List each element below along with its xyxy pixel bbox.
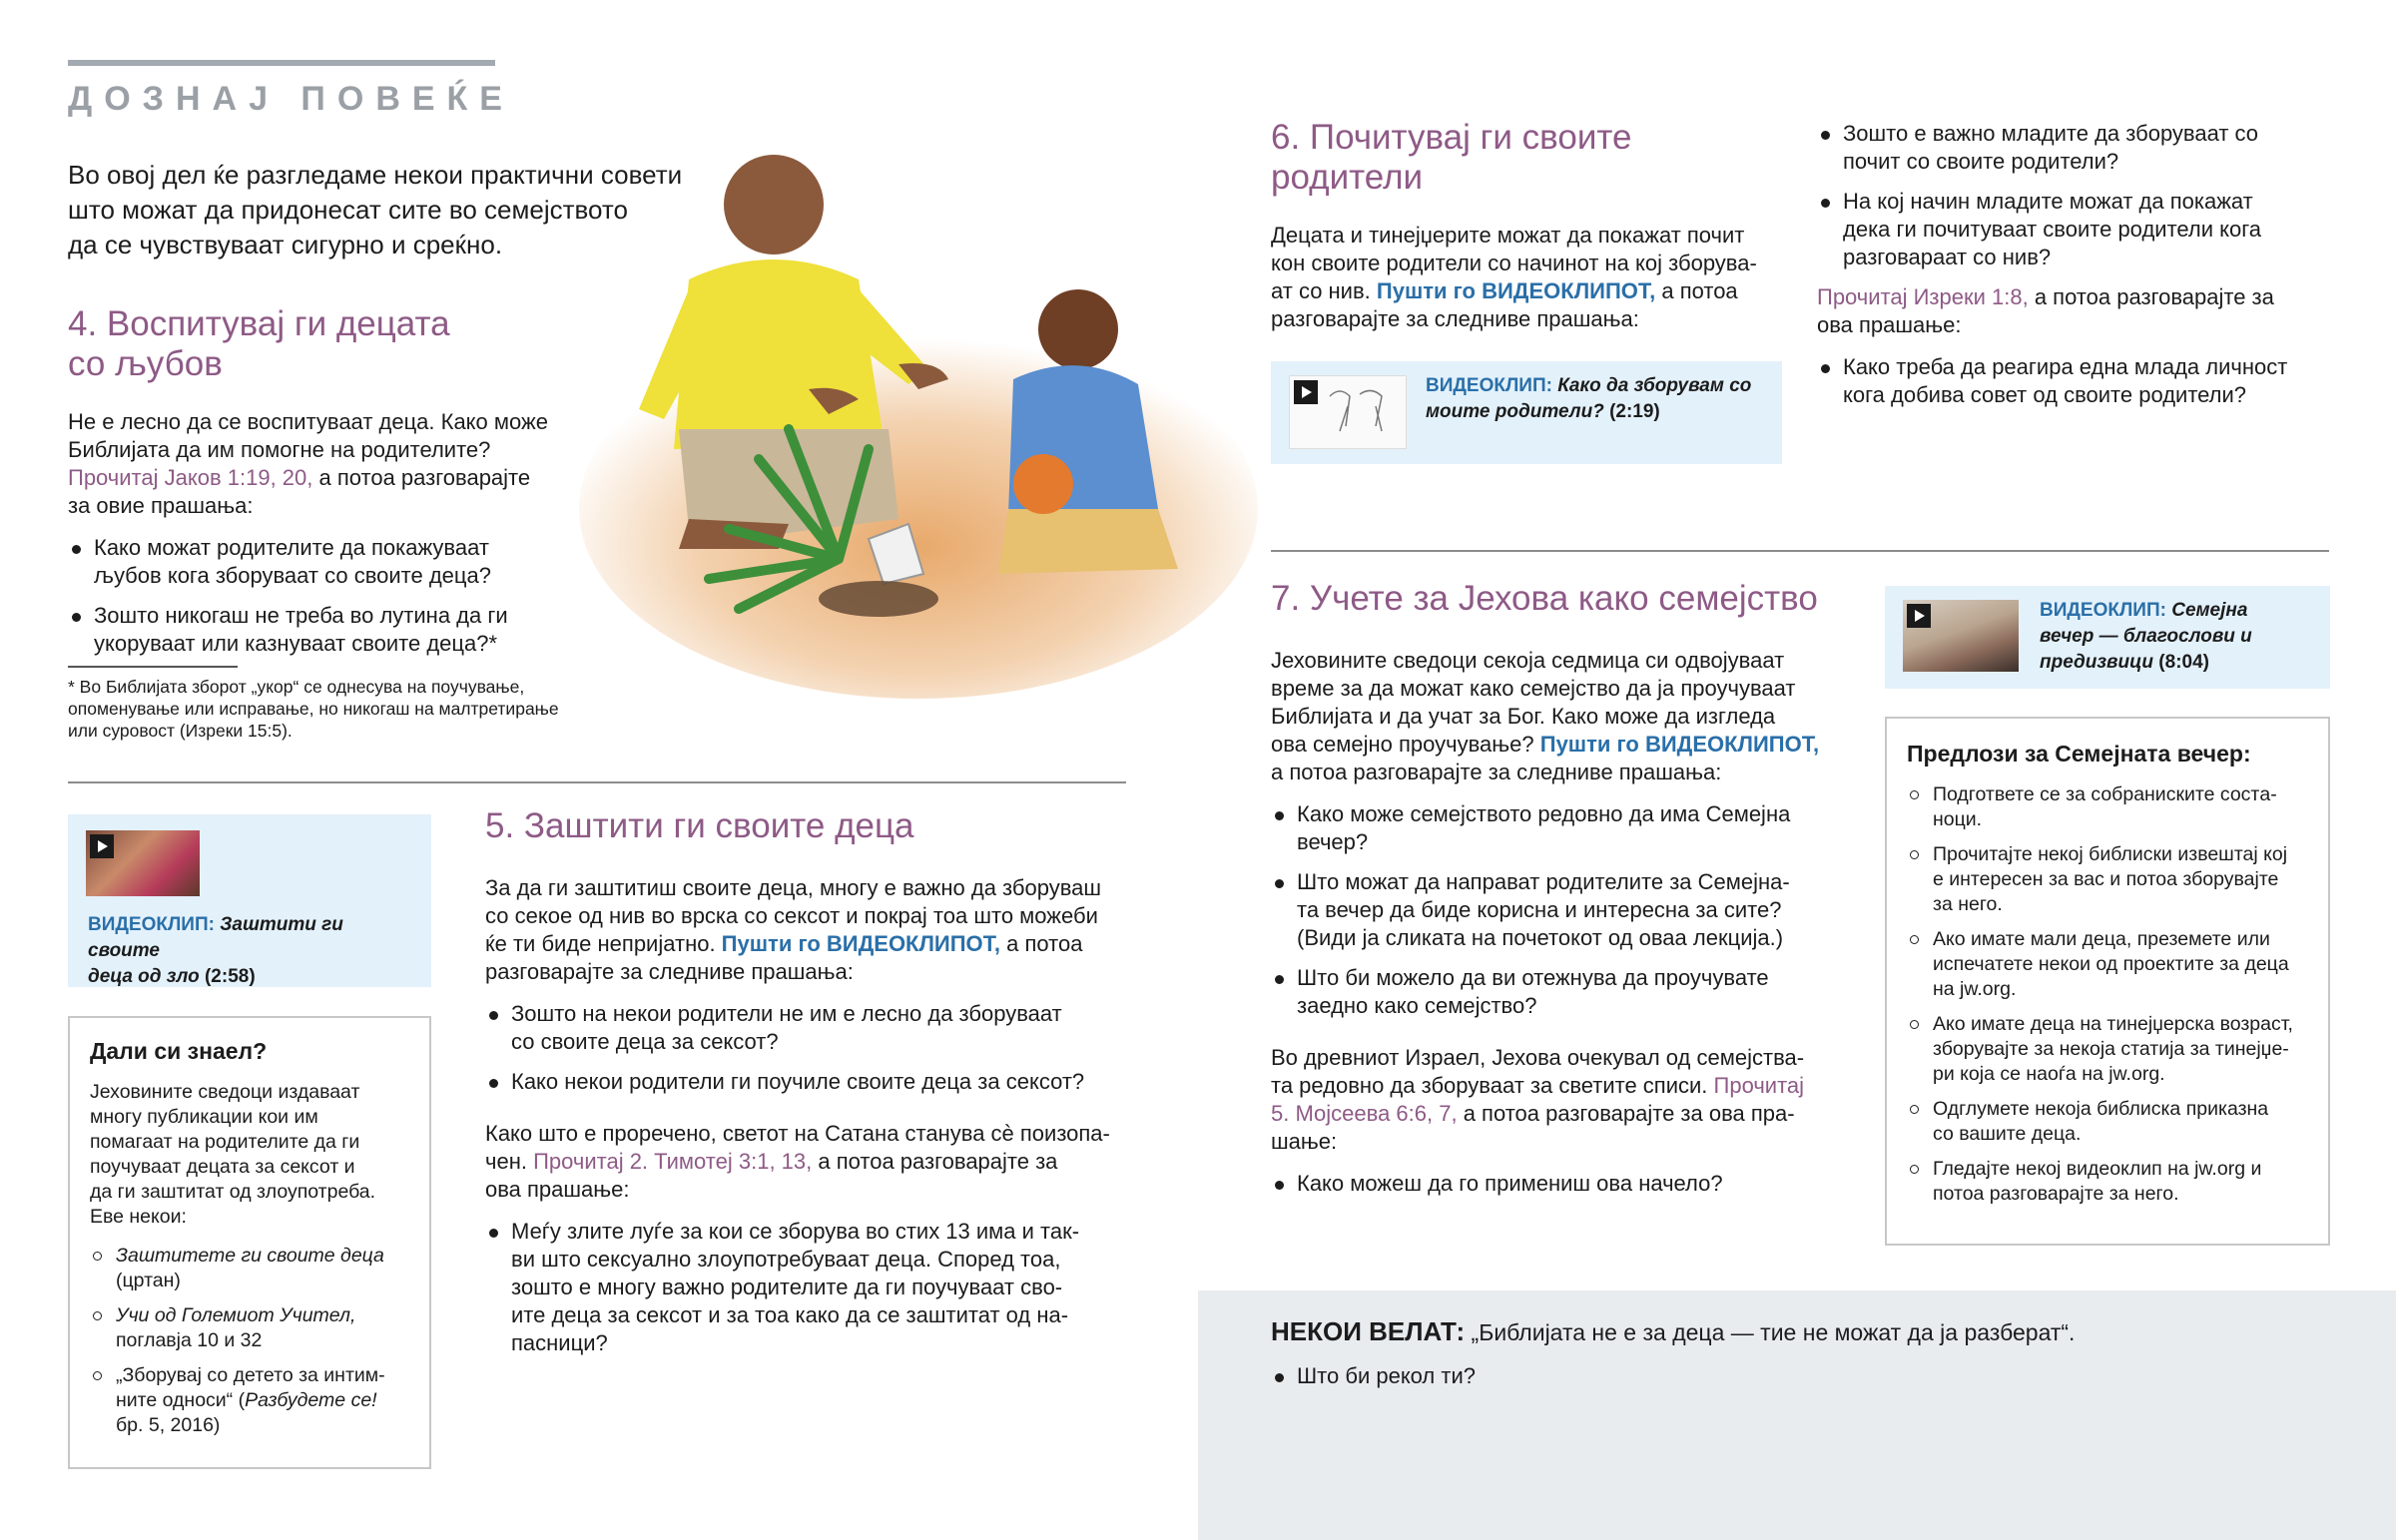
video-thumbnail[interactable] bbox=[86, 830, 200, 896]
video-label: ВИДЕОКЛИП: Семејна вечер — благослови и предизвици (8:04) bbox=[2040, 600, 2252, 673]
play-icon[interactable] bbox=[1907, 604, 1931, 628]
section7-questions bbox=[1271, 800, 1850, 1020]
scripture-link[interactable]: Прочитај Изреки 1:8, bbox=[1817, 284, 2029, 309]
question-item: На кој начин младите можат да покажат дека ги почитуваат своите родители кога разговараат со нив? bbox=[1817, 188, 2336, 271]
section6-title: 6. Почитувај ги своите родители bbox=[1271, 118, 1632, 197]
section7-paragraph: Јеховините сведоци секоја седмица си одвојуваат време за да можат како семејство да ја проучуваат Библијата и да учат за Бог. Како може да изгледа ова семејно проучување? Пушти го ВИДЕОКЛИПОТ, а потоа разговарајте за следниве прашања: bbox=[1271, 648, 1820, 784]
section5-question2 bbox=[485, 1218, 1134, 1357]
section7 bbox=[1271, 579, 1850, 1210]
suggestion-item: Ако имате мали деца, преземете или испечатете некои од проектите за деца на jw.org. bbox=[1907, 927, 2308, 1002]
section7-question-last bbox=[1271, 1170, 1850, 1198]
intro-line: што можат да придонесат сите во семејството bbox=[68, 195, 628, 225]
question-item: Што би рекол ти? bbox=[1271, 1362, 2169, 1390]
video-card-protect-children[interactable] bbox=[68, 814, 431, 987]
publication-list bbox=[90, 1244, 409, 1438]
section6-paragraph: Децата и тинејџерите можат да покажат почит кон своите родители со начинот на кој зборува- ат со нив. Пушти го ВИДЕОКЛИПОТ, а потоа разговарајте за следниве прашања: bbox=[1271, 223, 1757, 331]
section4-questions bbox=[68, 534, 627, 658]
question-item: Зошто на некои родители не им е лесно да зборуваат со своите деца за сексот? bbox=[485, 1000, 1134, 1056]
publication-item[interactable]: Заштитете ги своите деца (цртан) bbox=[90, 1244, 409, 1293]
question-item: Зошто е важно младите да зборуваат со почит со своите родители? bbox=[1817, 120, 2336, 176]
suggestions-title: Предлози за Семејната вечер: bbox=[1907, 741, 2251, 767]
question-item: Зошто никогаш не треба во лутина да ги укоруваат или казнуваат своите деца?* bbox=[68, 602, 627, 658]
play-icon[interactable] bbox=[90, 834, 114, 858]
question-item: Што би можело да ви отежнува да проучувате заедно како семејство? bbox=[1271, 964, 1850, 1020]
video-card-talk-to-parents[interactable] bbox=[1271, 361, 1782, 464]
suggestion-item: Одглумете некоја библиска приказна со вашите деца. bbox=[1907, 1097, 2308, 1147]
footnote: * Во Библијата зборот „укор“ се однесува на поучување, опоменување или исправање, но никогаш на малтретирање или суровост (Изреки 15:5). bbox=[68, 677, 559, 741]
video-card-family-worship[interactable] bbox=[1885, 586, 2330, 689]
section4 bbox=[68, 304, 627, 670]
suggestion-item: Гледајте некој видеоклип на jw.org и потоа разговарајте за него. bbox=[1907, 1157, 2308, 1207]
section4-paragraph bbox=[68, 408, 627, 520]
section5 bbox=[485, 806, 1134, 1369]
publication-item[interactable]: Учи од Големиот Учител, поглавја 10 и 32 bbox=[90, 1303, 409, 1353]
sketch-icon bbox=[1290, 376, 1406, 448]
did-you-know-title: Дали си знаел? bbox=[90, 1038, 268, 1064]
scripture-link[interactable]: Прочитај bbox=[1713, 1073, 1805, 1098]
header-bar bbox=[68, 60, 495, 66]
video-label: ВИДЕОКЛИП: Заштити ги своите деца од зло (2:58) bbox=[88, 914, 343, 987]
play-video-link[interactable]: Пушти го ВИДЕОКЛИПОТ, bbox=[721, 931, 1001, 956]
section6-right bbox=[1817, 120, 2336, 421]
section4-title bbox=[68, 304, 627, 384]
section5-paragraph2: Како што е проречено, светот на Сатана станува сè поизопа- чен. Прочитај 2. Тимотеј 3:1, 13, а потоа разговарајте за ова прашање: bbox=[485, 1121, 1110, 1202]
suggestion-item: Прочитајте некој библиски извештај кој е интересен за вас и потоа зборувајте за него. bbox=[1907, 842, 2308, 917]
divider-right bbox=[1271, 550, 2329, 552]
section6-paragraph2: Прочитај Изреки 1:8, а потоа разговарајте за ова прашање: bbox=[1817, 284, 2274, 337]
text-line: Не е лесно да се воспитуваат деца. Како може bbox=[68, 409, 548, 434]
text-line: за овие прашања: bbox=[68, 493, 254, 518]
some-say-question bbox=[1271, 1362, 2169, 1402]
some-say-panel bbox=[1198, 1290, 2396, 1540]
video-thumbnail[interactable] bbox=[1289, 375, 1407, 449]
publication-item[interactable]: „Зборувај со детето за интим- ните односи“ (Разбудете се! бр. 5, 2016) bbox=[90, 1363, 409, 1438]
play-video-link[interactable]: Пушти го ВИДЕОКЛИПОТ, bbox=[1376, 278, 1656, 303]
scripture-link[interactable]: Прочитај 2. Тимотеј 3:1, 13, bbox=[533, 1149, 813, 1174]
scripture-link[interactable]: 5. Мојсеева 6:6, 7, bbox=[1271, 1101, 1458, 1126]
video-thumbnail[interactable] bbox=[1903, 600, 2019, 672]
did-you-know-text: Јеховините сведоци издаваат многу публикации кои им помагаат на родителите да ги поучуваат децата за сексот и да ги заштитат од злоупотреба. Еве некои: bbox=[90, 1081, 376, 1228]
question-item: Што можат да направат родителите за Семејна- та вечер да биде корисна и интересна за сите? (Види ја сликата на почетокот од оваа лекција.) bbox=[1271, 868, 1850, 952]
section5-questions bbox=[485, 1000, 1134, 1096]
father-son-illustration bbox=[539, 130, 1258, 709]
suggestion-item: Подгответе се за собраниските состa- ноци. bbox=[1907, 782, 2308, 832]
question-item: Како можат родителите да покажуваат љубов кога зборуваат со своите деца? bbox=[68, 534, 627, 590]
intro-line: Во овој дел ќе разгледаме некои практични совети bbox=[68, 160, 683, 190]
section7-title: 7. Учете за Јехова како семејство bbox=[1271, 579, 1818, 618]
section4-title-line: 4. Воспитувај ги децата bbox=[68, 304, 450, 343]
did-you-know-box bbox=[68, 1016, 431, 1469]
section6 bbox=[1271, 118, 1790, 333]
scripture-link[interactable]: Прочитај Јаков 1:19, 20, bbox=[68, 465, 313, 490]
question-item: Како некои родители ги поучиле своите деца за сексот? bbox=[485, 1068, 1134, 1096]
intro-line: да се чувствуваат сигурно и среќно. bbox=[68, 230, 503, 259]
family-worship-suggestions-box bbox=[1885, 717, 2330, 1246]
suggestions-list bbox=[1907, 782, 2308, 1207]
section7-paragraph2: Во древниот Израел, Јехова очекувал од семејства- та редовно да зборуваат за светите списи. Прочитај 5. Мојсеева 6:6, 7, а потоа разговарајте за ова пра- шање: bbox=[1271, 1045, 1805, 1154]
video-label: ВИДЕОКЛИП: Како да зборувам со моите родители? (2:19) bbox=[1426, 375, 1752, 422]
section5-paragraph: За да ги заштитиш своите деца, многу е важно да зборуваш со секое од нив во врска со сексот и покрај тоа што можеби ќе ти биде непријатно. Пушти го ВИДЕОКЛИПОТ, а потоа разговарајте за следниве прашања: bbox=[485, 875, 1102, 984]
footnote-divider bbox=[68, 666, 238, 668]
section6-question-last bbox=[1817, 353, 2336, 409]
divider-left bbox=[68, 781, 1126, 783]
section6-questions bbox=[1817, 120, 2336, 271]
text-line: а потоа разговарајте bbox=[312, 465, 531, 490]
text-line: Библијата да им помогне на родителите? bbox=[68, 437, 491, 462]
question-item: Меѓу злите луѓе за кои се зборува во стих 13 има и так- ви што сексуално злоупотребуваат деца. Според тоа, зошто е многу важно родителите да ги поучуваат сво- ите деца за сексот и за тоа како да се заштитат од на- пасници? bbox=[485, 1218, 1134, 1357]
question-item: Како можеш да го примениш ова начело? bbox=[1271, 1170, 1850, 1198]
page-title: ДОЗНАЈ ПОВЕЌЕ bbox=[68, 80, 514, 118]
section5-title: 5. Заштити ги своите деца bbox=[485, 806, 914, 845]
section4-title-line: со љубов bbox=[68, 344, 223, 383]
suggestion-item: Ако имате деца на тинејџерска возраст, зборувајте за некоја статија за тинејџе- ри која се наоѓа на jw.org. bbox=[1907, 1012, 2308, 1087]
play-video-link[interactable]: Пушти го ВИДЕОКЛИПОТ, bbox=[1539, 732, 1820, 757]
question-item: Како може семејството редовно да има Семејна вечер? bbox=[1271, 800, 1850, 856]
question-item: Како треба да реагира една млада личност кога добива совет од своите родители? bbox=[1817, 353, 2336, 409]
some-say-quote: НЕКОИ ВЕЛАТ: „Библијата не е за деца — тие не можат да ја разберат“. bbox=[1271, 1316, 2076, 1346]
